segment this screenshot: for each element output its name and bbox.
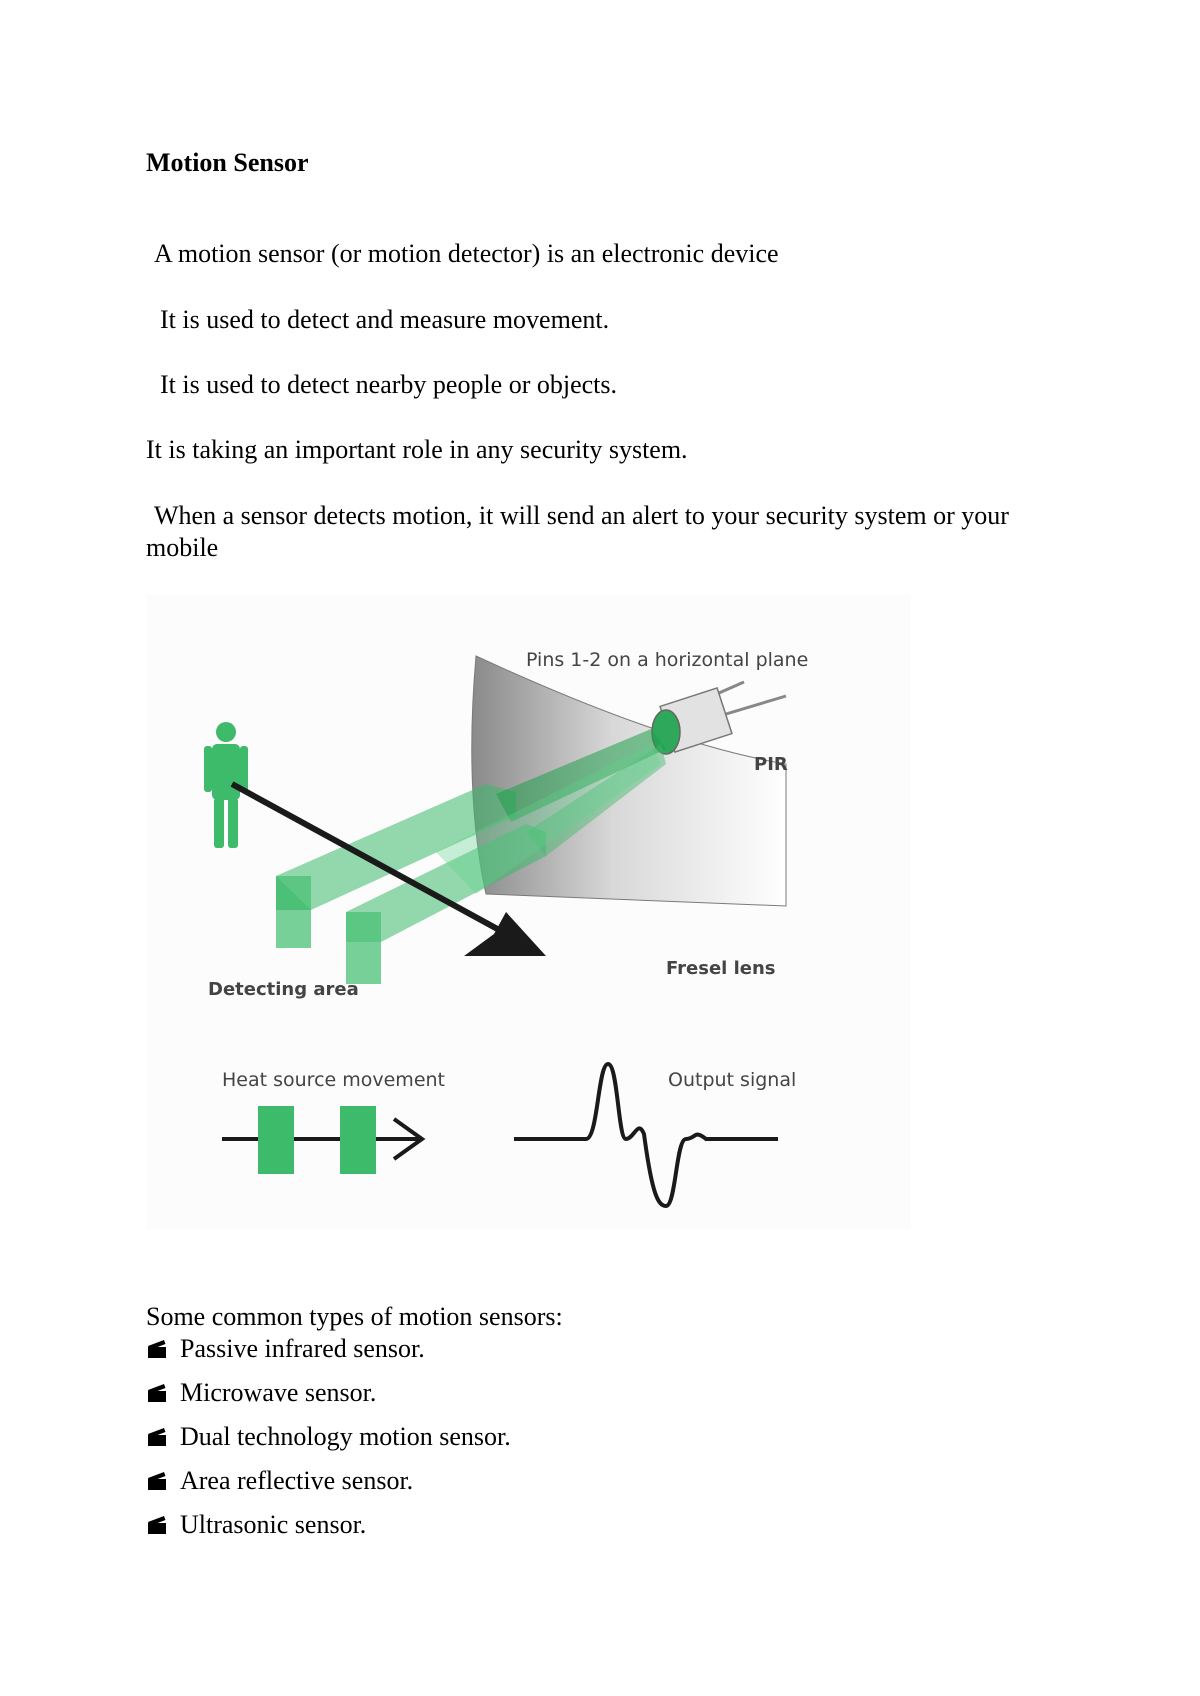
paragraph-purpose-detect: It is used to detect nearby people or objects. <box>160 370 618 399</box>
clapperboard-icon <box>146 1383 168 1403</box>
paragraph-purpose-movement: It is used to detect and measure movement. <box>160 305 610 334</box>
list-item-label: Dual technology motion sensor. <box>180 1422 511 1451</box>
clapperboard-icon <box>146 1427 168 1447</box>
paragraph-alert: When a sensor detects motion, it will send an alert to your security system or your mobile <box>146 501 1009 562</box>
pir-diagram-svg <box>146 594 911 1229</box>
label-lens: Fresel lens <box>666 958 776 979</box>
label-pins: Pins 1-2 on a horizontal plane <box>526 649 809 671</box>
list-item-label: Area reflective sensor. <box>180 1466 414 1495</box>
list-item-label: Ultrasonic sensor. <box>180 1510 367 1539</box>
list-intro: Some common types of motion sensors: <box>146 1302 563 1331</box>
pir-sensor-diagram <box>146 594 911 1229</box>
clapperboard-icon <box>146 1339 168 1359</box>
paragraph-definition: A motion sensor (or motion detector) is an electronic device <box>154 239 779 268</box>
label-pir: PIR <box>754 754 788 775</box>
list-item-label: Passive infrared sensor. <box>180 1334 425 1363</box>
clapperboard-icon <box>146 1471 168 1491</box>
clapperboard-icon <box>146 1515 168 1535</box>
page-title: Motion Sensor <box>146 148 309 177</box>
list-item-label: Microwave sensor. <box>180 1378 377 1407</box>
label-output: Output signal <box>668 1069 797 1091</box>
label-detecting-area: Detecting area <box>208 979 359 1000</box>
label-heat: Heat source movement <box>222 1069 445 1091</box>
paragraph-security-role: It is taking an important role in any security system. <box>146 435 688 464</box>
